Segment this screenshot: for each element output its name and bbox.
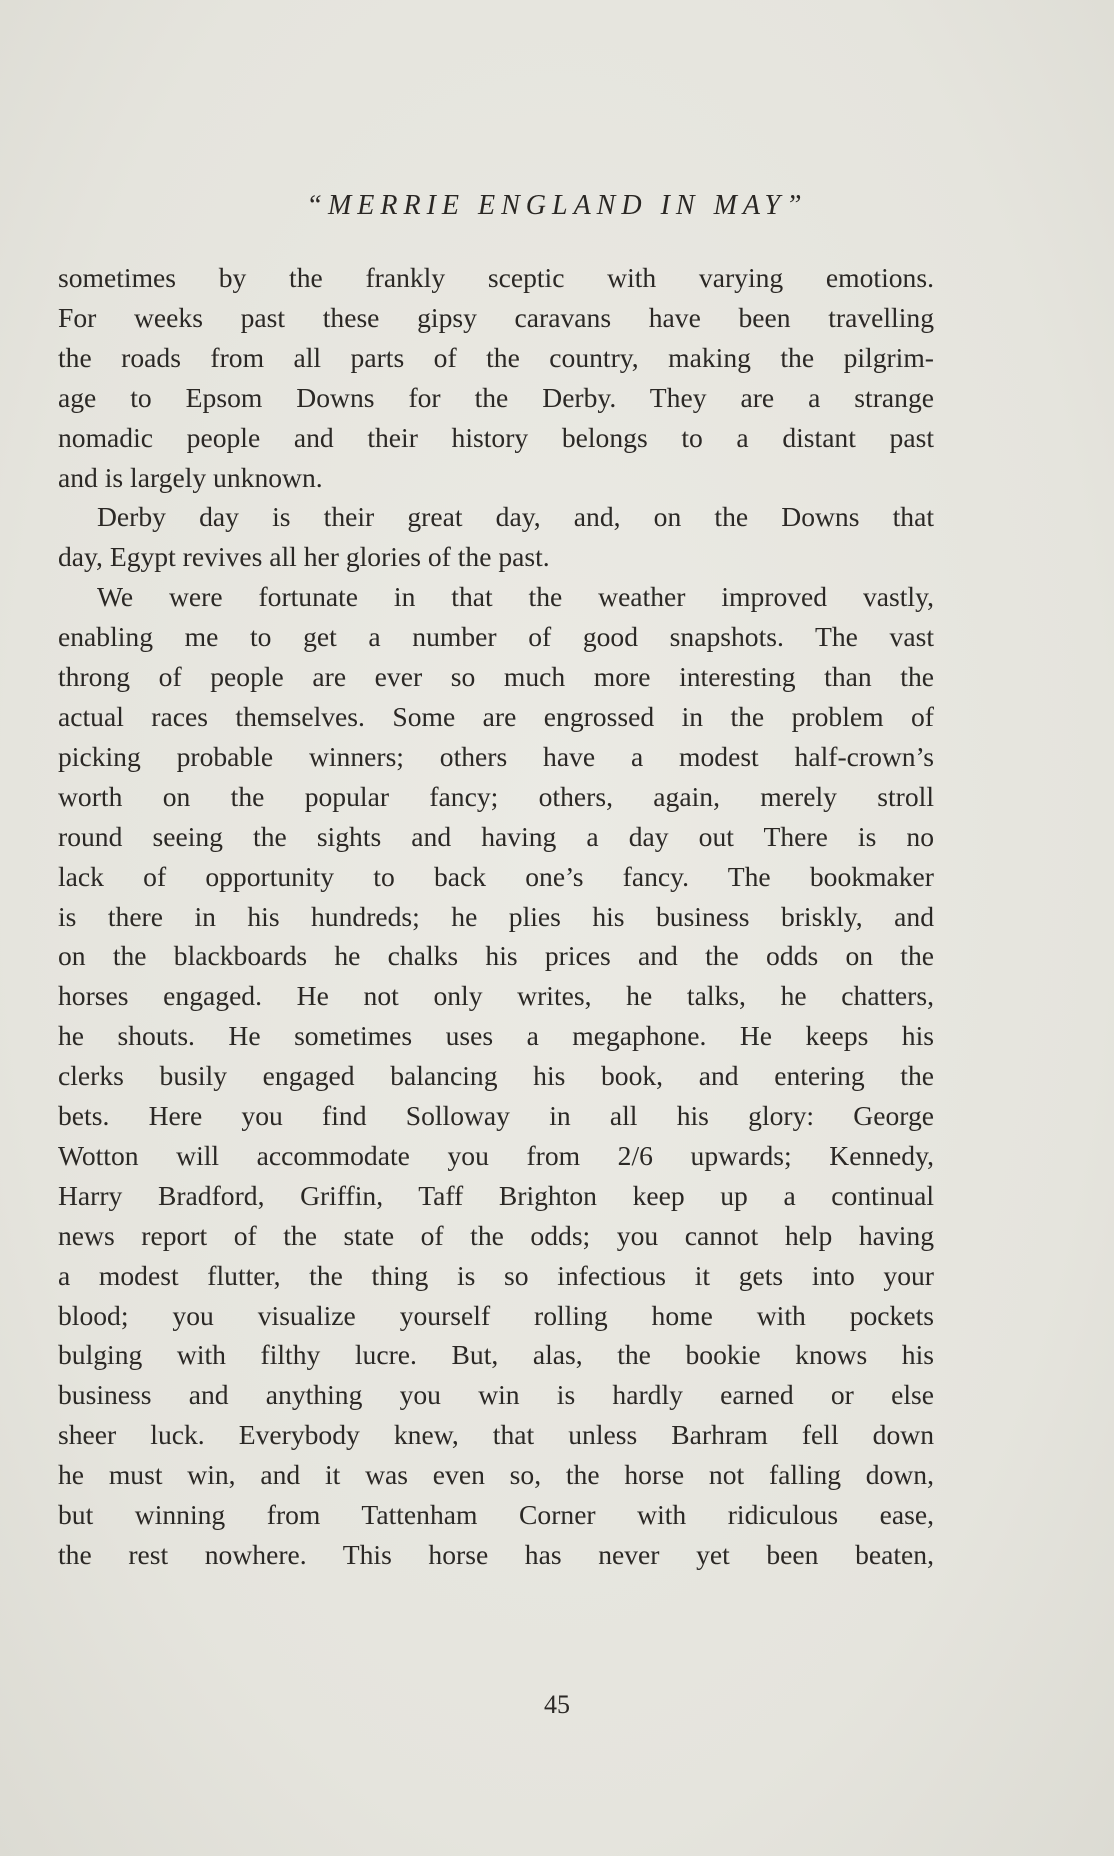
text-line: lack of opportunity to back one’s fancy. The bookmaker: [58, 860, 934, 892]
text-line: horses engaged. He not only writes, he talks, he chatters,: [58, 980, 934, 1012]
text-line: actual races themselves. Some are engrossed in the problem of: [58, 700, 934, 732]
text-line: For weeks past these gipsy caravans have been travelling: [58, 301, 934, 333]
text-line: We were fortunate in that the weather improved vastly,: [97, 581, 934, 613]
text-line: sheer luck. Everybody knew, that unless Barhram fell down: [58, 1419, 934, 1451]
text-line: round seeing the sights and having a day out There is no: [58, 820, 934, 852]
text-line: on the blackboards he chalks his prices and the odds on the: [58, 940, 934, 972]
text-line: bets. Here you find Solloway in all his glory: George: [58, 1100, 934, 1132]
text-line: but winning from Tattenham Corner with ridiculous ease,: [58, 1499, 934, 1531]
text-line: sometimes by the frankly sceptic with varying emotions.: [58, 262, 934, 293]
text-line: Derby day is their great day, and, on the Downs that: [97, 501, 934, 533]
text-line: age to Epsom Downs for the Derby. They are a strange: [58, 381, 934, 413]
text-line: business and anything you win is hardly earned or else: [58, 1379, 934, 1411]
page-number: 45: [544, 1690, 570, 1719]
text-line: clerks busily engaged balancing his book, and entering the: [58, 1060, 934, 1092]
text-line: the rest nowhere. This horse has never yet been beaten,: [58, 1539, 934, 1570]
body-text: [58, 258, 934, 1575]
text-line: he must win, and it was even so, the horse not falling down,: [58, 1459, 934, 1491]
text-line: Harry Bradford, Griffin, Taff Brighton keep up a continual: [58, 1179, 934, 1211]
text-line: the roads from all parts of the country, making the pilgrim-: [58, 341, 934, 373]
text-line: bulging with filthy lucre. But, alas, the bookie knows his: [58, 1339, 934, 1371]
text-line: picking probable winners; others have a modest half-crown’s: [58, 740, 934, 772]
text-line: blood; you visualize yourself rolling home with pockets: [58, 1299, 934, 1331]
text-line: is there in his hundreds; he plies his business briskly, and: [58, 900, 934, 932]
text-line: a modest flutter, the thing is so infectious it gets into your: [58, 1259, 934, 1291]
text-line: enabling me to get a number of good snapshots. The vast: [58, 621, 934, 653]
text-line: he shouts. He sometimes uses a megaphone. He keeps his: [58, 1020, 934, 1052]
text-line: news report of the state of the odds; you cannot help having: [58, 1219, 934, 1251]
text-line: worth on the popular fancy; others, again, merely stroll: [58, 780, 934, 812]
text-line: throng of people are ever so much more interesting than the: [58, 661, 934, 693]
text-line: and is largely unknown.: [58, 461, 323, 493]
text-line: Wotton will accommodate you from 2/6 upwards; Kennedy,: [58, 1139, 934, 1171]
running-head: “MERRIE ENGLAND IN MAY”: [306, 190, 808, 221]
text-line: nomadic people and their history belongs to a distant past: [58, 421, 934, 453]
text-line: day, Egypt revives all her glories of the past.: [58, 541, 550, 573]
